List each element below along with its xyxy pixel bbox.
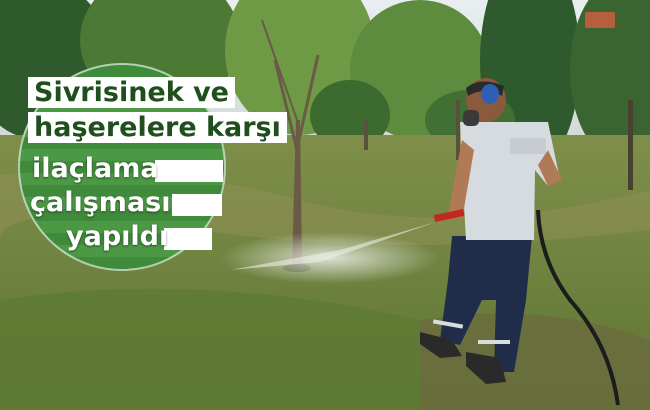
headline-line-4: çalışması <box>30 187 171 218</box>
headline-stripe-1 <box>155 160 223 182</box>
headline-line-3: ilaçlama <box>32 153 159 184</box>
headline-line-2: haşerelere karşı <box>28 112 287 143</box>
headline-line-5: yapıldı <box>66 221 169 252</box>
headline-stripe-2 <box>172 194 222 216</box>
headline-stripe-3 <box>164 228 212 250</box>
headline-line-1: Sivrisinek ve <box>28 77 235 108</box>
